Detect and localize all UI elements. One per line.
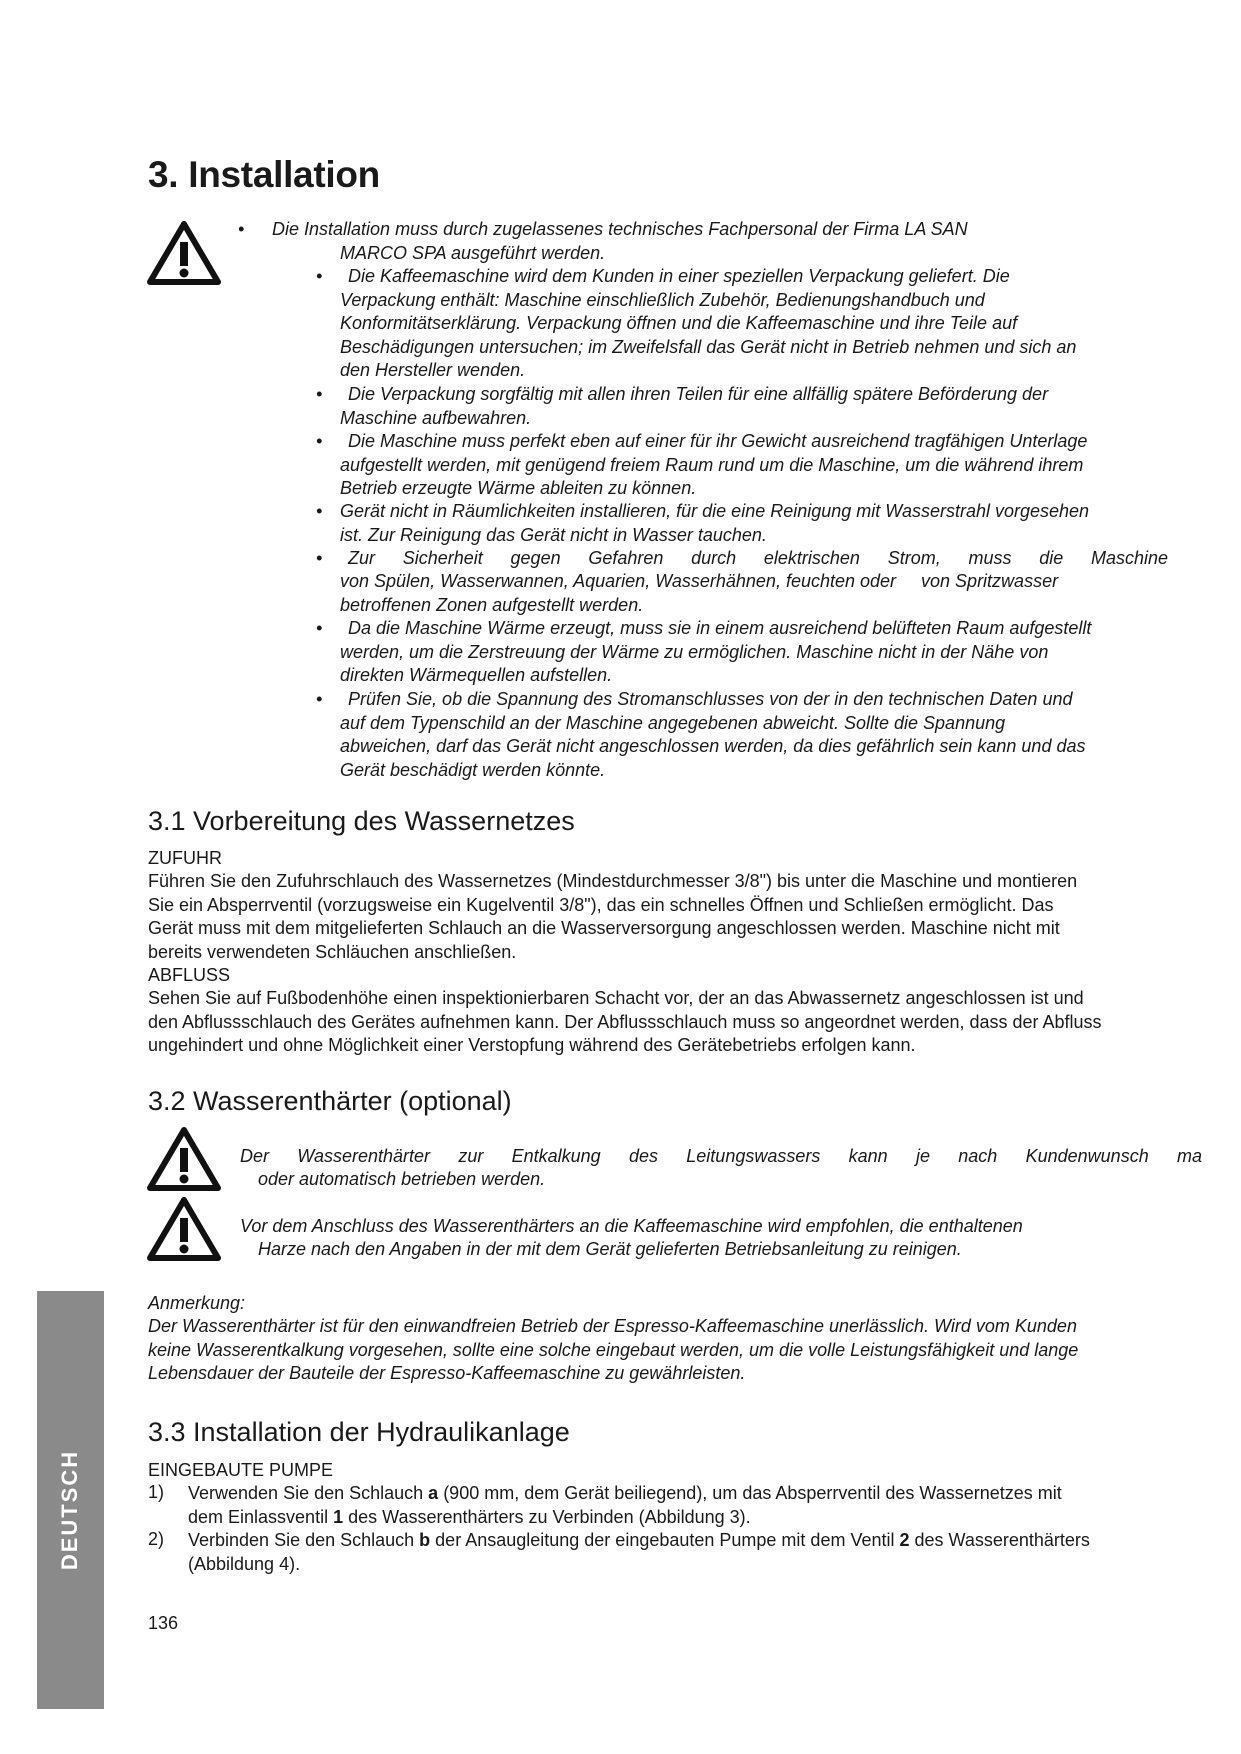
valve-label: 1 [333,1506,344,1527]
install-bullet-3: Die Maschine muss perfekt eben auf einer für ihr Gewicht ausreichend tragfähigen Unterlage aufgestellt werden, mit genügend freiem Raum rund um die Maschine, um die während ihrem Betrieb erzeugte Wärme ableiten zu können. [340,431,1088,498]
page-number: 136 [148,1613,179,1633]
bullet-dot: • [316,431,323,451]
section-33-subheading: EINGEBAUTE PUMPE [148,1460,334,1480]
install-bullet-1: Die Kaffeemaschine wird dem Kunden in einer speziellen Verpackung geliefert. Die Verpackung enthält: Maschine einschließlich Zubehör, Bedienungshandbuch und Konformitätserklärung. Verpackung öffnen und die Kaffeemaschine und ihre Teile auf Beschädigungen untersuchen; im Zweifelsfall das Gerät nicht in Betrieb nehmen und sich an den Hersteller wenden. [340,266,1077,380]
step-text-part: des Wasserenthärters (Abbildung 4). [188,1530,1090,1574]
drain-text: Sehen Sie auf Fußbodenhöhe einen inspektionierbaren Schacht vor, der an das Abwassernetz angeschlossen ist und den Abflussschlauch des Gerätes aufnehmen kann. Der Abflussschlauch muss so angeordnet werden, dass der Abfluss ungehindert und ohne Möglichkeit einer Verstopfung während des Gerätebetriebs erfolgen kann. [148,988,1102,1055]
install-intro-line-2: MARCO SPA ausgeführt werden. [340,242,606,263]
install-intro-line-1: Die Installation muss durch zugelassenes technisches Fachpersonal der Firma LA SAN [272,219,968,239]
warning-triangle-icon [147,1196,221,1262]
bullet-dot: • [316,618,323,638]
step-text-part: (900 mm, dem Gerät beiliegend), um das Absperrventil des Wassernetzes mit dem Einlassventil [188,1483,1062,1527]
hose-label: b [419,1530,431,1550]
note-label: Anmerkung: [148,1293,246,1313]
step-1-text [188,1482,1098,1529]
install-bullet-2: Die Verpackung sorgfältig mit allen ihren Teilen für eine allfällig spätere Beförderung der Maschine aufbewahren. [340,384,1049,428]
install-bullet-7: Prüfen Sie, ob die Spannung des Stromanschlusses von der in den technischen Daten und auf dem Typenschild an der Maschine angegebenen abweicht. Sollte die Spannung abweichen, darf das Gerät nicht angeschlossen werden, da dies gefährlich sein kann und das Gerät beschädigt werden könnte. [340,689,1086,780]
page-title: 3. Installation [148,154,380,195]
softener-warning-1-line-2: oder automatisch betrieben werden. [258,1169,546,1189]
softener-warning-2: Vor dem Anschluss des Wasserenthärters an die Kaffeemaschine wird empfohlen, die enthaltenen [240,1216,1023,1236]
language-label: DEUTSCH [57,1449,82,1571]
install-intro [272,218,1092,265]
bullet-dot: • [238,219,245,239]
bullet-dot: • [316,548,323,568]
install-bullet-4: Gerät nicht in Räumlichkeiten installieren, für die eine Reinigung mit Wasserstrahl vorgesehen ist. Zur Reinigung das Gerät nicht in Wasser tauchen. [340,501,1090,545]
note-text: Der Wasserenthärter ist für den einwandfreien Betrieb der Espresso-Kaffeemaschine unerlässlich. Wird vom Kunden keine Wasserentkalkung vorgesehen, sollte eine solche eingebaut werden, um die volle Leistungsfähigkeit und lange Lebensdauer der Bauteile der Espresso-Kaffeemaschine zu gewährleisten. [148,1316,1079,1383]
drain-label: ABFLUSS [148,965,231,985]
install-bullet-5-continuation: von Spülen, Wasserwannen, Aquarien, Wasserhähnen, feuchten oder von Spritzwasser betroffenen Zonen aufgestellt werden. [340,571,1064,615]
step-text-part: des Wasserenthärters zu Verbinden (Abbildung 3). [343,1506,751,1527]
softener-warning-1: Der Wasserenthärter zur Entkalkung des Leitungswassers kann je nach Kundenwunsch ma [240,1146,1202,1166]
warning-triangle-icon [147,1126,221,1192]
bullet-dot: • [316,384,323,404]
section-31-heading: 3.1 Vorbereitung des Wassernetzes [148,806,575,836]
supply-label: ZUFUHR [148,848,222,868]
step-text-part: der Ansaugleitung der eingebauten Pumpe mit dem Ventil [430,1530,900,1550]
supply-text: Führen Sie den Zufuhrschlauch des Wassernetzes (Mindestdurchmesser 3/8") bis unter die Maschine und montieren Sie ein Absperrventil (vorzugsweise ein Kugelventil 3/8"), das ein schnelles Öffnen und Schließen ermöglicht. Das Gerät muss mit dem mitgelieferten Schlauch an die Wasserversorgung angeschlossen werden. Maschine nicht mit bereits verwendeten Schläuchen anschließen. [148,871,1078,962]
install-bullet-6: Da die Maschine Wärme erzeugt, muss sie in einem ausreichend belüfteten Raum aufgestellt werden, um die Zerstreuung der Wärme zu ermöglichen. Maschine nicht in der Nähe von direkten Wärmequellen aufstellen. [340,618,1092,685]
valve-label: 2 [899,1530,910,1550]
bullet-dot: • [316,266,323,286]
step-number: 1) [148,1482,165,1502]
warning-triangle-icon [147,220,221,286]
section-32-heading: 3.2 Wasserenthärter (optional) [148,1086,512,1116]
bullet-dot: • [316,501,323,521]
softener-warning-2-line-2: Harze nach den Angaben in der mit dem Gerät gelieferten Betriebsanleitung zu reinigen. [258,1239,962,1259]
step-2-text [188,1529,1098,1576]
step-text-part: Verwenden Sie den Schlauch [188,1483,429,1503]
hose-label: a [428,1483,439,1503]
step-number: 2) [148,1529,165,1549]
step-text-part: Verbinden Sie den Schlauch [188,1530,420,1550]
bullet-dot: • [316,689,323,709]
install-bullet-5: Zur Sicherheit gegen Gefahren durch elektrischen Strom, muss die Maschine [348,548,1168,568]
section-33-heading: 3.3 Installation der Hydraulikanlage [148,1417,570,1447]
